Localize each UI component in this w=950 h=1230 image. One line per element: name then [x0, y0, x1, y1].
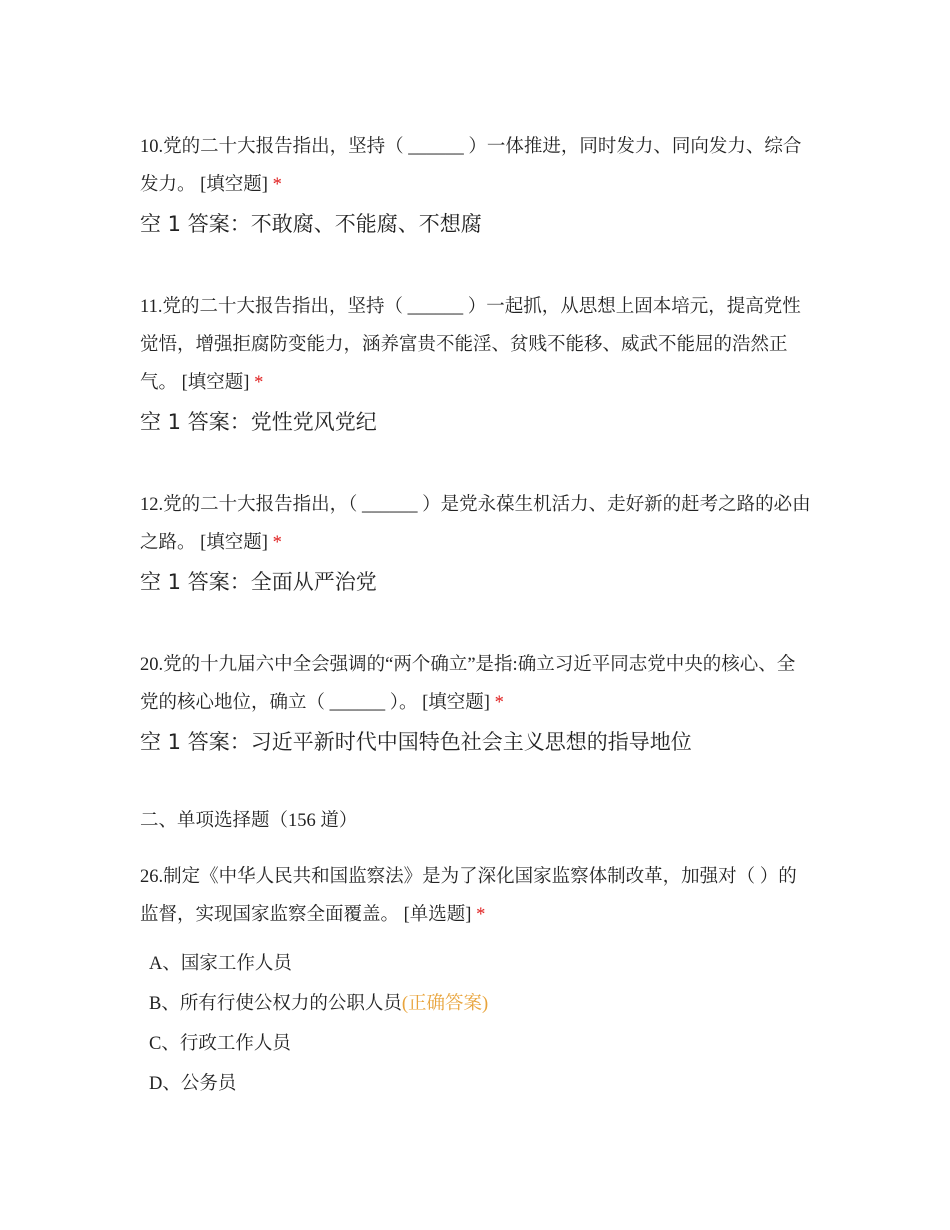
- document-page: [140, 128, 812, 1104]
- question-text: 10.党的二十大报告指出，坚持（ ______ ）一体推进，同时发力、同向发力、综合发力。 [填空题] *: [140, 137, 802, 195]
- question-text: 26.制定《中华人民共和国监察法》是为了深化国家监察体制改革，加强对（ ）的监督，实现国家监察全面覆盖。 [单选题] *: [140, 867, 797, 925]
- question-12: [140, 486, 812, 602]
- answer-text: 空 1 答案：不敢腐、不能腐、不想腐: [140, 212, 482, 236]
- question-11: [140, 288, 812, 442]
- section-title: 二、单项选择题（156 道）: [140, 811, 358, 831]
- question-text: 20.党的十九届六中全会强调的“两个确立”是指:确立习近平同志党中央的核心、全党的核心地位，确立（ ______ ）。 [填空题] *: [140, 655, 796, 713]
- correct-answer-badge: (正确答案): [401, 994, 489, 1014]
- answer-text: 空 1 答案：习近平新时代中国特色社会主义思想的指导地位: [140, 730, 692, 754]
- required-marker: *: [254, 373, 264, 393]
- option-list: [140, 944, 812, 1104]
- option-c: C、行政工作人员: [149, 1034, 291, 1054]
- question-text: 12.党的二十大报告指出，（ ______ ）是党永葆生机活力、走好新的赶考之路的必由之路。 [填空题] *: [140, 495, 811, 553]
- required-marker: *: [476, 905, 486, 925]
- required-marker: *: [272, 533, 282, 553]
- required-marker: *: [494, 693, 504, 713]
- answer-text: 空 1 答案：党性党风党纪: [140, 410, 377, 434]
- answer-text: 空 1 答案：全面从严治党: [140, 570, 377, 594]
- option-a: A、国家工作人员: [149, 954, 292, 974]
- option-d: D、公务员: [149, 1074, 237, 1094]
- question-text: 11.党的二十大报告指出，坚持（ ______ ）一起抓，从思想上固本培元，提高党性觉悟，增强拒腐防变能力，涵养富贵不能淫、贫贱不能移、威武不能屈的浩然正气。 [填空题] *: [140, 297, 801, 393]
- question-26: [140, 858, 812, 1104]
- required-marker: *: [272, 175, 282, 195]
- question-10: [140, 128, 812, 244]
- option-b: B、所有行使公权力的公职人员(正确答案): [149, 994, 489, 1014]
- question-20: [140, 646, 812, 762]
